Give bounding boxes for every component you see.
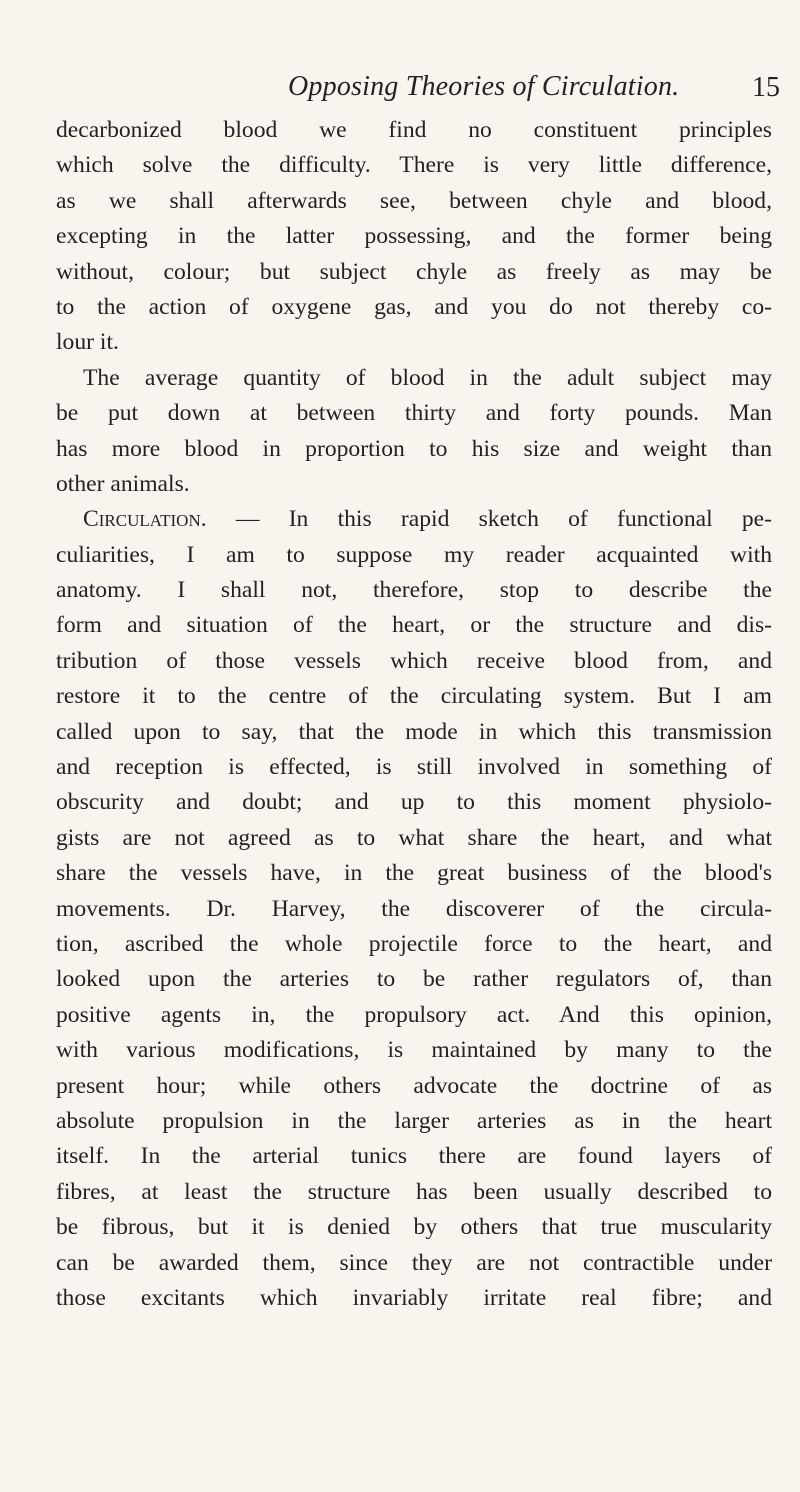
text-line: called upon to say, that the mode in which this transmission [56, 718, 772, 745]
text-line: those excitants which invariably irritate real fibre; and [56, 1284, 772, 1311]
text-line: positive agents in, the propulsory act. And this opinion, [56, 1001, 772, 1028]
text-line: obscurity and doubt; and up to this moment physiolo- [56, 789, 772, 816]
text-line: tion, ascribed the whole projectile force to the heart, and [56, 930, 772, 957]
text-line: lour it. [56, 329, 119, 356]
running-head [0, 71, 800, 111]
text-line: can be awarded them, since they are not contractible under [56, 1249, 772, 1276]
text-line: other animals. [56, 470, 190, 497]
text-line: share the vessels have, in the great business of the blood's [56, 860, 772, 887]
text-line: and reception is effected, is still involved in something of [56, 754, 772, 781]
text-line-section-start [56, 502, 772, 537]
text-line: movements. Dr. Harvey, the discoverer of the circula- [56, 895, 772, 922]
text-line: looked upon the arteries to be rather regulators of, than [56, 966, 772, 993]
text-line: tribution of those vessels which receive blood from, and [56, 647, 772, 674]
text-line: fibres, at least the structure has been usually described to [56, 1178, 772, 1205]
text-line: restore it to the centre of the circulating system. But I am [56, 683, 772, 710]
running-title: Opposing Theories of Circulation. [288, 71, 680, 102]
text-line: form and situation of the heart, or the structure and dis- [56, 612, 772, 639]
text-line: present hour; while others advocate the doctrine of as [56, 1072, 772, 1099]
text-line: to the action of oxygene gas, and you do not thereby co- [56, 293, 772, 320]
text-line: anatomy. I shall not, therefore, stop to describe the [56, 577, 772, 604]
text-line: culiarities, I am to suppose my reader acquainted with [56, 541, 772, 568]
text-line: decarbonized blood we find no constituent principles [56, 117, 772, 143]
body-text [56, 113, 772, 1316]
text-line: be put down at between thirty and forty pounds. Man [56, 400, 772, 427]
text-line: itself. In the arterial tunics there are found layers of [56, 1143, 772, 1170]
text-line: be fibrous, but it is denied by others that true muscularity [56, 1214, 772, 1241]
text-line: without, colour; but subject chyle as freely as may be [56, 258, 772, 285]
section-heading-continuation: — In this rapid sketch of functional pe- [206, 506, 772, 533]
text-line: as we shall afterwards see, between chyle and blood, [56, 187, 772, 214]
text-line: has more blood in proportion to his size and weight than [56, 435, 772, 462]
page-number: 15 [752, 72, 780, 103]
text-line: excepting in the latter possessing, and the former being [56, 223, 772, 250]
text-line: absolute propulsion in the larger arteries as in the heart [56, 1107, 772, 1134]
text-line: gists are not agreed as to what share the heart, and what [56, 824, 772, 851]
text-line: The average quantity of blood in the adult subject may [83, 364, 772, 391]
text-line: with various modifications, is maintained by many to the [56, 1037, 772, 1064]
text-line: which solve the difficulty. There is very little difference, [56, 152, 772, 179]
section-heading-circulation: Circulation. [83, 506, 207, 533]
